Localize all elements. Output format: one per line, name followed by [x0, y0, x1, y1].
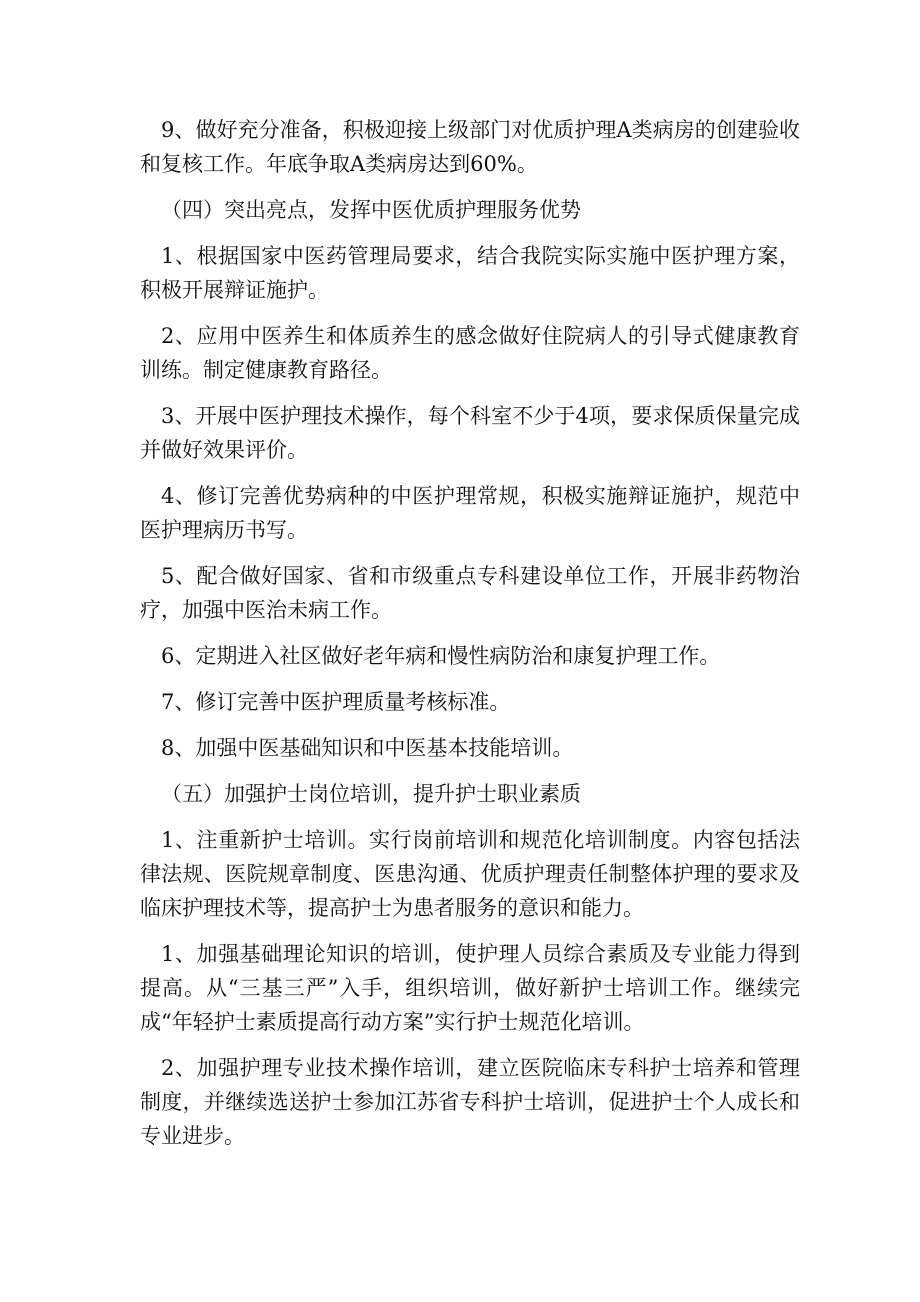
- paragraph-item-9: 9、做好充分准备，积极迎接上级部门对优质护理A类病房的创建验收和复核工作。年底争取A类病房达到60%。: [140, 118, 800, 176]
- paragraph-item-5: 5、配合做好国家、省和市级重点专科建设单位工作，开展非药物治疗，加强中医治未病工作。: [140, 564, 800, 622]
- paragraph-item-8: 8、加强中医基础知识和中医基本技能培训。: [161, 736, 574, 760]
- paragraph-item-1: 1、根据国家中医药管理局要求，结合我院实际实施中医护理方案，积极开展辩证施护。: [140, 244, 800, 302]
- paragraph-item-4: 4、修订完善优势病种的中医护理常规，积极实施辩证施护，规范中医护理病历书写。: [140, 484, 800, 542]
- paragraph-item-2: 2、应用中医养生和体质养生的感念做好住院病人的引导式健康教育训练。制定健康教育路径。: [140, 324, 800, 382]
- paragraph-item-1-new-nurse-training: 1、注重新护士培训。实行岗前培训和规范化培训制度。内容包括法律法规、医院规章制度、医患沟通、优质护理责任制整体护理的要求及临床护理技术等，提高护士为患者服务的意识和能力。: [140, 828, 800, 920]
- paragraph-item-2-technical-training: 2、加强护理专业技术操作培训，建立医院临床专科护士培养和管理制度，并继续选送护士参加江苏省专科护士培训，促进护士个人成长和专业进步。: [140, 1056, 800, 1148]
- section-heading-5: （五）加强护士岗位培训，提升护士职业素质: [161, 782, 581, 806]
- paragraph-item-1-basic-theory-training: 1、加强基础理论知识的培训，使护理人员综合素质及专业能力得到提高。从“三基三严”入手，组织培训，做好新护士培训工作。继续完成“年轻护士素质提高行动方案”实行护士规范化培训。: [140, 942, 800, 1034]
- paragraph-item-6: 6、定期进入社区做好老年病和慢性病防治和康复护理工作。: [161, 644, 721, 668]
- section-heading-4: （四）突出亮点，发挥中医优质护理服务优势: [161, 198, 581, 222]
- paragraph-item-3: 3、开展中医护理技术操作，每个科室不少于4项，要求保质保量完成并做好效果评价。: [140, 404, 800, 462]
- document-body: [140, 113, 800, 1165]
- paragraph-item-7: 7、修订完善中医护理质量考核标准。: [161, 690, 511, 714]
